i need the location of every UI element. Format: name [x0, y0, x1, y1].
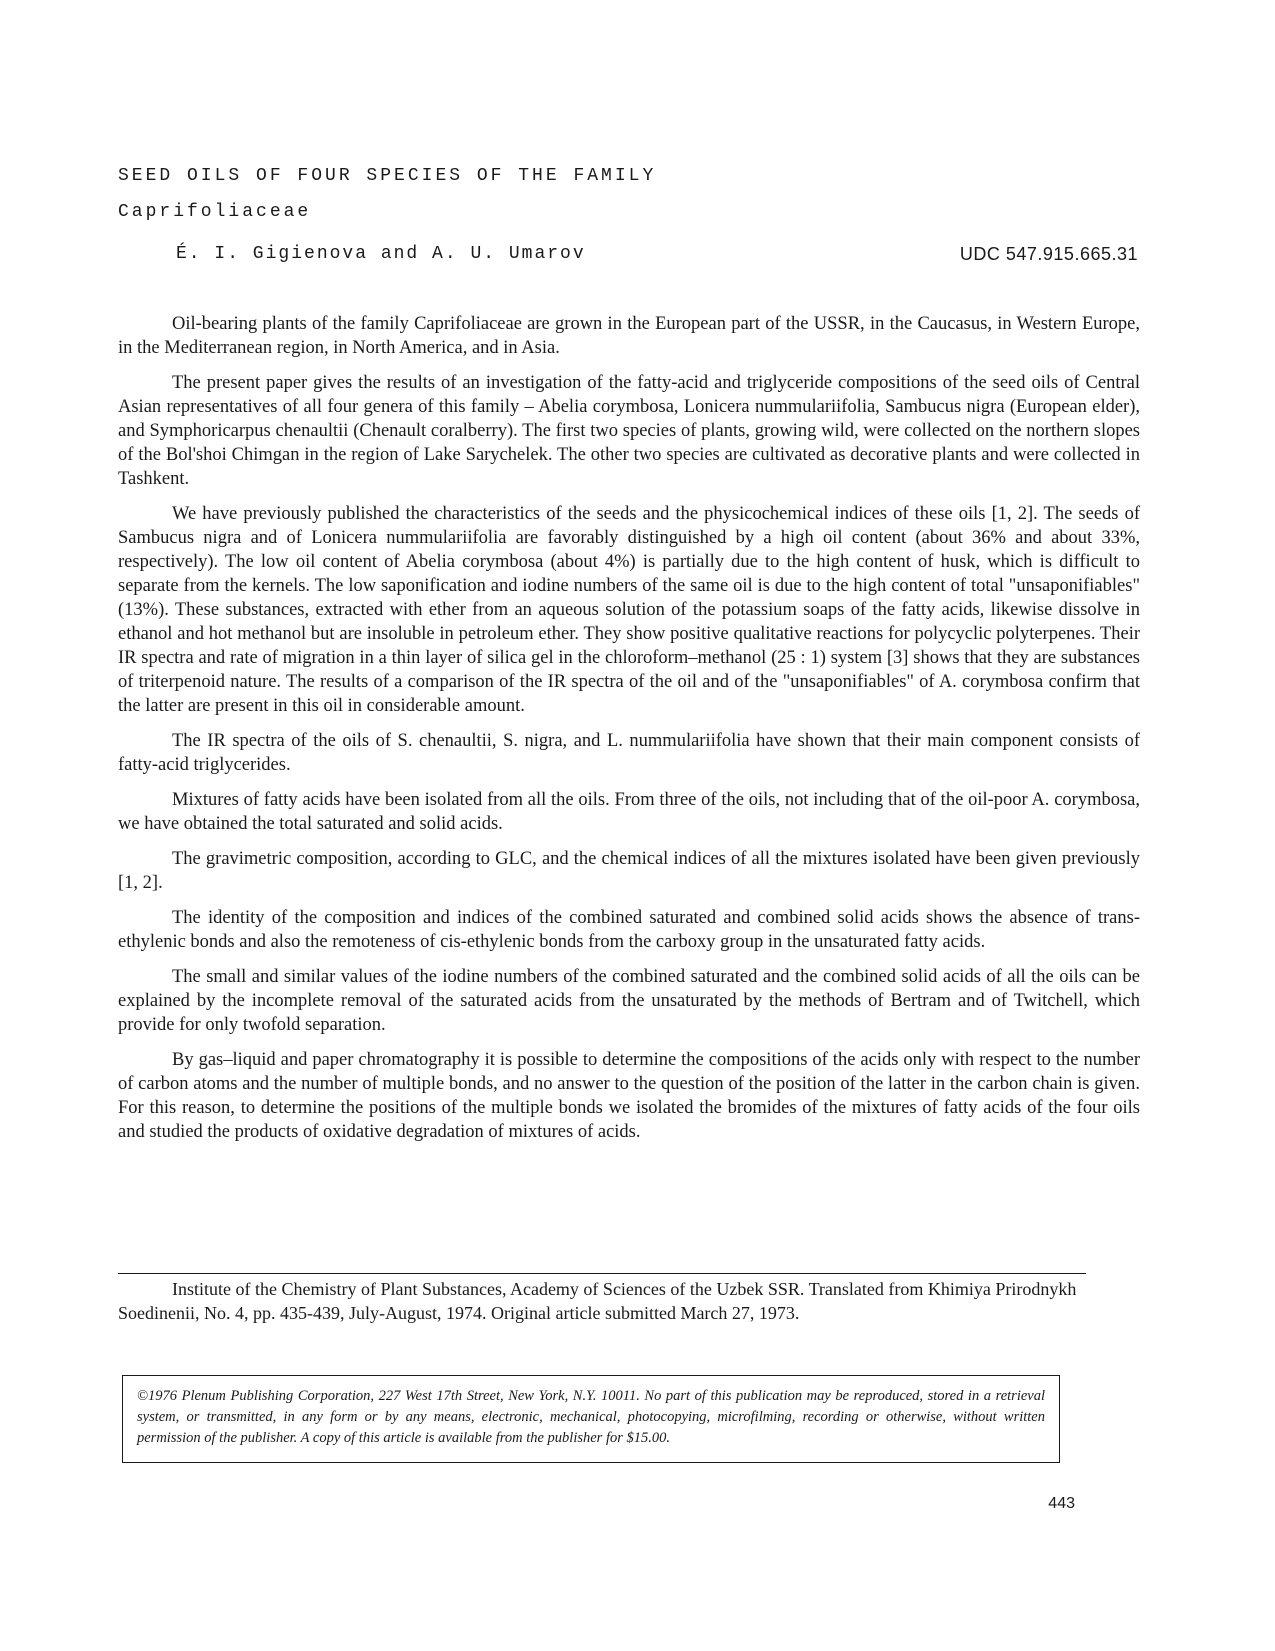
paragraph: The gravimetric composition, according to GLC, and the chemical indices of all the mixtures isolated have been given previously [1, 2].: [118, 849, 1140, 893]
title-line-2: Caprifoliaceae: [118, 202, 312, 222]
authors: É. I. Gigienova and A. U. Umarov: [176, 244, 586, 264]
affiliation-text: Institute of the Chemistry of Plant Substances, Academy of Sciences of the Uzbek SSR. Translated from Khimiya Prirodnykh Soedinenii, No. 4, pp. 435-439, July-August, 1974. Original article submitted March 27, 1973.: [118, 1279, 1077, 1323]
copyright-notice: [122, 1375, 1060, 1463]
paragraph: Mixtures of fatty acids have been isolated from all the oils. From three of the oils, not including that of the oil-poor A. corymbosa, we have obtained the total saturated and solid acids.: [118, 790, 1140, 834]
paragraph: Oil-bearing plants of the family Caprifoliaceae are grown in the European part of the USSR, in the Caucasus, in Western Europe, in the Mediterranean region, in North America, and in Asia.: [118, 314, 1140, 358]
page-number: 443: [1048, 1495, 1075, 1512]
footnote-divider: [118, 1273, 1086, 1274]
udc-code: UDC 547.915.665.31: [959, 244, 1138, 264]
byline-row: [118, 244, 1138, 274]
paragraph: We have previously published the characteristics of the seeds and the physicochemical indices of these oils [1, 2]. The seeds of Sambucus nigra and of Lonicera nummulariifolia are favorably distinguished by a high oil content (about 36% and about 33%, respectively). The low oil content of Abelia corymbosa (about 4%) is partially due to the high content of husk, which is difficult to separate from the kernels. The low saponification and iodine numbers of the same oil is due to the high content of total "unsaponifiables" (13%). These substances, extracted with ether from an aqueous solution of the potassium soaps of the fatty acids, likewise dissolve in ethanol and hot methanol but are insoluble in petroleum ether. They show positive qualitative reactions for polycyclic polyterpenes. Their IR spectra and rate of migration in a thin layer of silica gel in the chloroform–methanol (25 : 1) system [3] shows that they are substances of triterpenoid nature. The results of a comparison of the IR spectra of the oil and of the "unsaponifiables" of A. corymbosa confirm that the latter are present in this oil in considerable amount.: [118, 504, 1140, 716]
article-title: [118, 158, 1118, 230]
paragraph: The IR spectra of the oils of S. chenaultii, S. nigra, and L. nummulariifolia have shown that their main component consists of fatty-acid triglycerides.: [118, 731, 1140, 775]
article-body: [118, 312, 1140, 1155]
paragraph: By gas–liquid and paper chromatography it is possible to determine the compositions of the acids only with respect to the number of carbon atoms and the number of multiple bonds, and no answer to the question of the position of the latter in the carbon chain is given. For this reason, to determine the positions of the multiple bonds we isolated the bromides of the mixtures of fatty acids of the four oils and studied the products of oxidative degradation of mixtures of acids.: [118, 1050, 1140, 1142]
paragraph: The identity of the composition and indices of the combined saturated and combined solid acids shows the absence of trans-ethylenic bonds and also the remoteness of cis-ethylenic bonds from the carboxy group in the unsaturated fatty acids.: [118, 908, 1140, 952]
title-line-1: SEED OILS OF FOUR SPECIES OF THE FAMILY: [118, 166, 657, 186]
paragraph: The present paper gives the results of an investigation of the fatty-acid and triglyceride compositions of the seed oils of Central Asian representatives of all four genera of this family – Abelia corymbosa, Lonicera nummulariifolia, Sambucus nigra (European elder), and Symphoricarpus chenaultii (Chenault coralberry). The first two species of plants, growing wild, were collected on the northern slopes of the Bol'shoi Chimgan in the region of Lake Sarychelek. The other two species are cultivated as decorative plants and were collected in Tashkent.: [118, 373, 1140, 489]
copyright-text: ©1976 Plenum Publishing Corporation, 227 West 17th Street, New York, N.Y. 10011. No part of this publication may be reproduced, stored in a retrieval system, or transmitted, in any form or by any means, electronic, mechanical, photocopying, microfilming, recording or otherwise, without written permission of the publisher. A copy of this article is available from the publisher for $15.00.: [137, 1388, 1045, 1446]
paragraph: The small and similar values of the iodine numbers of the combined saturated and the combined solid acids of all the oils can be explained by the incomplete removal of the saturated acids from the unsaturated by the methods of Bertram and of Twitchell, which provide for only twofold separation.: [118, 967, 1140, 1035]
affiliation-footnote: [118, 1277, 1078, 1325]
